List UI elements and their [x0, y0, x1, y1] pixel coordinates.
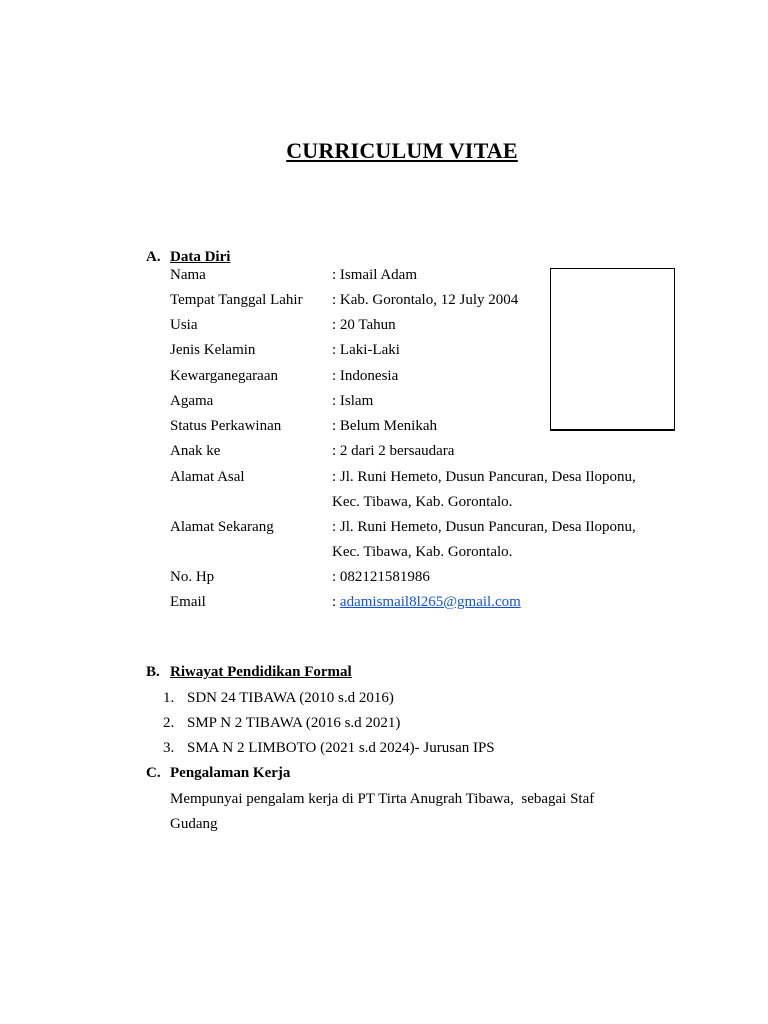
row-label: Nama — [170, 267, 206, 283]
row-value: : Jl. Runi Hemeto, Dusun Pancuran, Desa Iloponu, — [332, 469, 636, 485]
row-label: Tempat Tanggal Lahir — [170, 292, 303, 308]
education-item-number: 3. — [163, 740, 175, 756]
education-item-number: 1. — [163, 690, 175, 706]
row-label: Anak ke — [170, 443, 221, 459]
row-value: : Indonesia — [332, 368, 399, 384]
row-value: : Ismail Adam — [332, 267, 417, 283]
work-experience-line: Mempunyai pengalam kerja di PT Tirta Anugrah Tibawa, sebagai Staf — [170, 791, 595, 807]
row-value: : Kab. Gorontalo, 12 July 2004 — [332, 292, 519, 308]
education-item-text: SMA N 2 LIMBOTO (2021 s.d 2024)- Jurusan IPS — [187, 740, 495, 756]
row-value: : Belum Menikah — [332, 418, 437, 434]
row-value: : 2 dari 2 bersaudara — [332, 443, 455, 459]
education-item-text: SDN 24 TIBAWA (2010 s.d 2016) — [187, 690, 394, 706]
row-label: Status Perkawinan — [170, 418, 282, 434]
email-link[interactable]: adamismail8l265@gmail.com — [339, 594, 521, 610]
row-label: Usia — [170, 317, 198, 333]
row-label: Email — [170, 594, 206, 610]
section-b-title: Riwayat Pendidikan Formal — [170, 664, 352, 680]
row-value: : 082121581986 — [332, 569, 430, 585]
row-value: : Jl. Runi Hemeto, Dusun Pancuran, Desa Iloponu, — [332, 519, 636, 535]
email-prefix: : — [332, 594, 340, 610]
section-c-letter: C. — [146, 765, 161, 781]
work-experience-line: Gudang — [170, 816, 218, 832]
origin-address-continuation: Kec. Tibawa, Kab. Gorontalo. — [332, 494, 513, 510]
row-value: : Laki-Laki — [332, 342, 400, 358]
education-item-text: SMP N 2 TIBAWA (2016 s.d 2021) — [187, 715, 401, 731]
current-address-continuation: Kec. Tibawa, Kab. Gorontalo. — [332, 544, 513, 560]
photo-placeholder — [550, 268, 675, 431]
row-label: No. Hp — [170, 569, 215, 585]
row-label: Alamat Sekarang — [170, 519, 274, 535]
page-title: CURRICULUM VITAE — [286, 138, 518, 163]
row-label: Alamat Asal — [170, 469, 245, 485]
row-label: Jenis Kelamin — [170, 342, 256, 358]
row-value: : Islam — [332, 393, 374, 409]
row-label: Kewarganegaraan — [170, 368, 278, 384]
section-c-title: Pengalaman Kerja — [170, 765, 291, 781]
row-value: : 20 Tahun — [332, 317, 396, 333]
row-label: Agama — [170, 393, 214, 409]
row-value — [332, 592, 521, 612]
section-a-letter: A. — [146, 249, 161, 265]
section-a-title: Data Diri — [170, 249, 231, 265]
education-item-number: 2. — [163, 715, 175, 731]
section-b-letter: B. — [146, 664, 160, 680]
